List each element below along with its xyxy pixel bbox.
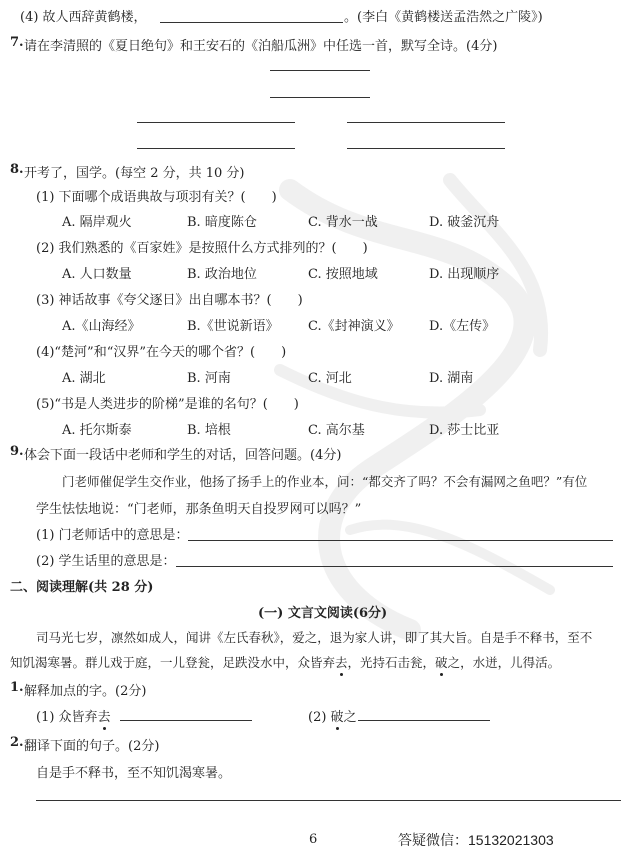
q2-answer-line[interactable] — [36, 800, 621, 801]
q7-answer-line-4[interactable] — [347, 122, 505, 123]
q8-item2-option-d[interactable]: D. 出现顺序 — [429, 267, 500, 282]
q8-item3-option-d[interactable]: D.《左传》 — [429, 319, 496, 334]
dotted-char-po: 破 — [435, 655, 448, 670]
q8-item4-option-a[interactable]: A. 湖北 — [62, 371, 106, 386]
q8-number: 8. — [10, 162, 24, 177]
q8-item3-stem: (3) 神话故事《夸父逐日》出自哪本书？( ) — [36, 293, 303, 308]
q6-item4-prefix: (4) 故人西辞黄鹤楼， — [20, 10, 147, 25]
q8-item3-option-a[interactable]: A.《山海经》 — [62, 319, 141, 334]
q1-a-label: (1) 众皆弃去 — [36, 706, 111, 725]
dotted-char-qu: 去 — [335, 655, 348, 670]
q9-sub2-label: (2) 学生话里的意思是： — [36, 554, 176, 569]
q9-text: 体会下面一段话中老师和学生的对话，回答问题。(4分) — [24, 448, 342, 463]
q8-item4-option-b[interactable]: B. 河南 — [187, 371, 231, 386]
section-2-title: 二、阅读理解(共 28 分) — [10, 580, 154, 595]
q8-item2-stem: (2) 我们熟悉的《百家姓》是按照什么方式排列的？( ) — [36, 241, 368, 256]
q8-item3-option-b[interactable]: B.《世说新语》 — [187, 319, 279, 334]
q9-passage-line-2: 学生怯怯地说：“门老师，那条鱼明天自投罗网可以吗？” — [36, 502, 362, 517]
reading-1-line-1: 司马光七岁，凛然如成人，闻讲《左氏春秋》，爱之，退为家人讲，即了其大旨。自是手不释书，至不 — [36, 630, 593, 645]
contact-wechat: 答疑微信：15132021303 — [398, 832, 554, 848]
q8-item4-option-c[interactable]: C. 河北 — [308, 371, 352, 386]
q1-b-answer-line[interactable] — [358, 720, 490, 721]
q1-a-answer-line[interactable] — [120, 720, 252, 721]
q7-answer-line-2[interactable] — [270, 97, 370, 98]
q9-number: 9. — [10, 444, 24, 459]
q8-text: 开考了，国学。(每空 2 分，共 10 分) — [24, 166, 245, 181]
q1-a-dotted-char: 去 — [98, 706, 111, 725]
q8-item5-option-b[interactable]: B. 培根 — [187, 423, 231, 438]
q6-item4-answer-line[interactable] — [160, 22, 343, 23]
q1-b-dotted-char: 破 — [331, 706, 344, 725]
q7-answer-line-6[interactable] — [347, 148, 505, 149]
q8-item1-option-a[interactable]: A. 隔岸观火 — [62, 215, 132, 230]
q1-b-label: (2) 破之 — [308, 706, 357, 725]
q8-item5-option-a[interactable]: A. 托尔斯泰 — [62, 423, 132, 438]
q8-item2-option-b[interactable]: B. 政治地位 — [187, 267, 257, 282]
q8-item5-stem: (5)“书是人类进步的阶梯”是谁的名句？( ) — [36, 397, 299, 412]
q2-sentence: 自是手不释书，至不知饥渴寒暑。 — [36, 766, 232, 781]
q7-answer-line-1[interactable] — [270, 70, 370, 71]
q8-item1-option-d[interactable]: D. 破釜沉舟 — [429, 215, 500, 230]
q8-item2-option-c[interactable]: C. 按照地域 — [308, 267, 378, 282]
q7-answer-line-3[interactable] — [137, 122, 295, 123]
q8-item3-option-c[interactable]: C.《封神演义》 — [308, 319, 400, 334]
q8-item5-option-c[interactable]: C. 高尔基 — [308, 423, 365, 438]
q7-answer-line-5[interactable] — [137, 148, 295, 149]
q2-text: 翻译下面的句子。(2分) — [24, 739, 160, 754]
q8-item1-stem: (1) 下面哪个成语典故与项羽有关？( ) — [36, 190, 277, 205]
q8-item5-option-d[interactable]: D. 莎士比亚 — [429, 423, 500, 438]
q1-number: 1. — [10, 680, 24, 695]
page-number: 6 — [309, 832, 318, 847]
q2-number: 2. — [10, 735, 24, 750]
q8-item4-stem: (4)“楚河”和“汉界”在今天的哪个省？( ) — [36, 345, 287, 360]
q7-text: 请在李清照的《夏日绝句》和王安石的《泊船瓜洲》中任选一首，默写全诗。(4分) — [24, 39, 498, 54]
q9-passage-line-1: 门老师催促学生交作业，他扬了扬手上的作业本，问：“都交齐了吗？不会有漏网之鱼吧？”有位 — [62, 474, 588, 489]
q6-item4-suffix: 。(李白《黄鹤楼送孟浩然之广陵》) — [344, 10, 543, 25]
q8-item1-option-b[interactable]: B. 暗度陈仓 — [187, 215, 257, 230]
q8-item2-option-a[interactable]: A. 人口数量 — [62, 267, 132, 282]
q9-sub1-label: (1) 门老师话中的意思是： — [36, 528, 189, 543]
reading-1-title: (一) 文言文阅读(6分) — [258, 606, 388, 621]
q7-number: 7. — [10, 35, 24, 50]
q9-sub1-answer-line[interactable] — [188, 540, 613, 541]
reading-1-line-2: 知饥渴寒暑。群儿戏于庭，一儿登瓮，足跌没水中，众皆弃去，光持石击瓮，破之，水迸，儿得活。 — [10, 655, 561, 670]
q9-sub2-answer-line[interactable] — [176, 566, 613, 567]
q8-item1-option-c[interactable]: C. 背水一战 — [308, 215, 378, 230]
q8-item4-option-d[interactable]: D. 湖南 — [429, 371, 474, 386]
q1-text: 解释加点的字。(2分) — [24, 684, 147, 699]
